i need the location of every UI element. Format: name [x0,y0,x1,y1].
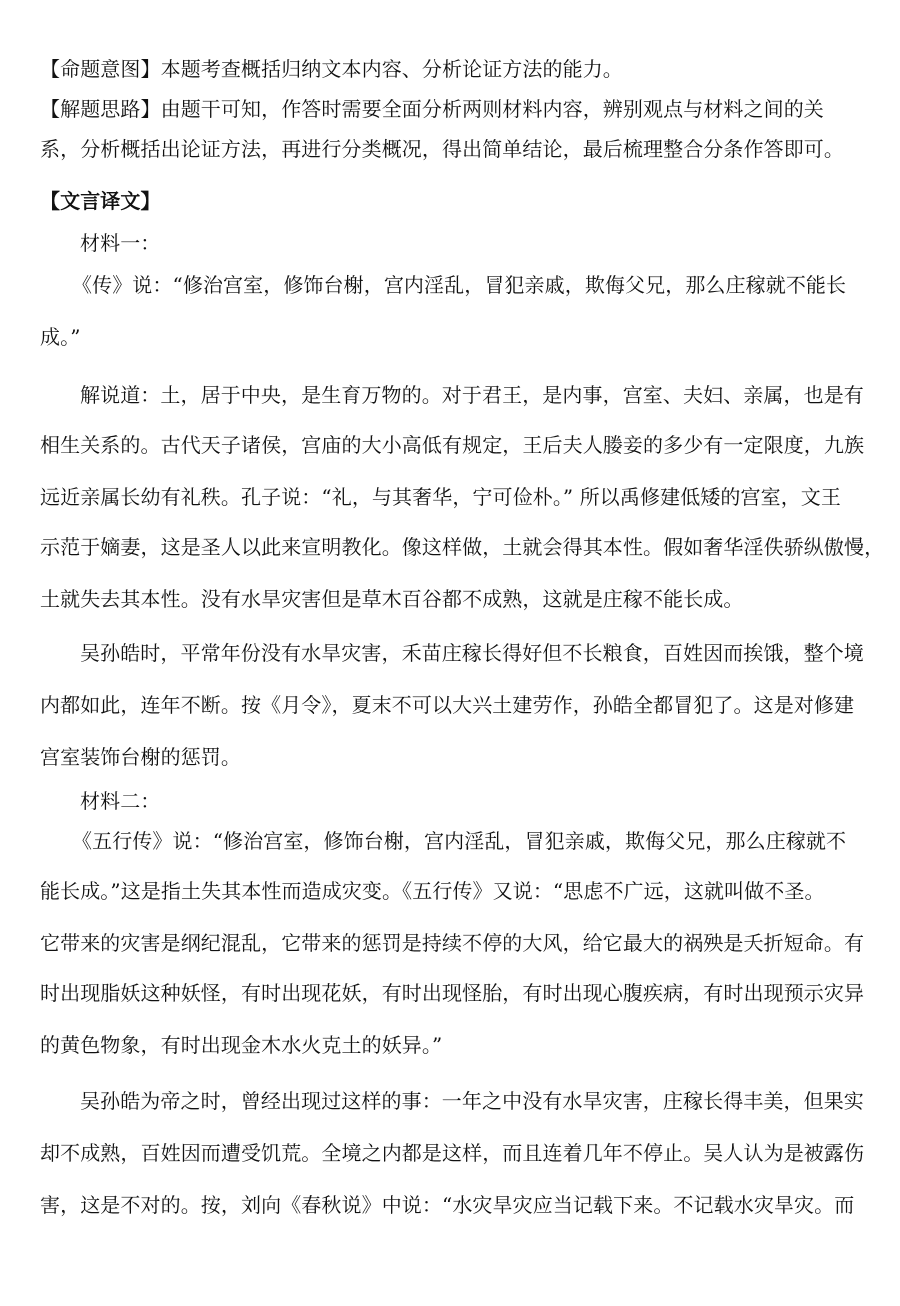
material1-para1-line-4: 示范于嫡妻，这是圣人以此来宣明教化。像这样做，土就会得其本性。假如奢华淫佚骄纵傲慢， [40,535,885,559]
material2-quote-line-5: 的黄色物象，有时出现金木水火克土的妖异。” [40,1033,443,1057]
material1-para2-line-2: 内都如此，连年不断。按《月令》，夏末不可以大兴土建劳作，孙皓全都冒犯了。这是对修建 [40,693,855,717]
material2-para1-line-3: 害，这是不对的。按，刘向《春秋说》中说：“水灾旱灾应当记载下来。不记载水灾旱灾。而 [40,1193,855,1217]
approach-line-2 [40,134,866,164]
intent-line [40,54,866,84]
material1-para1-line-2: 相生关系的。古代天子诸侯，宫庙的大小高低有规定，王后夫人媵妾的多少有一定限度，九族 [40,433,865,457]
material2-para1-line-1: 吴孙皓为帝之时，曾经出现过这样的事：一年之中没有水旱灾害，庄稼长得丰美，但果实 [80,1089,864,1113]
material1-quote-line-2: 成。” [40,325,81,349]
material1-para1-line-3: 远近亲属长幼有礼秩。孔子说：“礼，与其奢华，宁可俭朴。” 所以禹修建低矮的宫室，文王 [40,485,842,509]
material2-para1-line-2: 却不成熟，百姓因而遭受饥荒。全境之内都是这样，而且连着几年不停止。吴人认为是被露伤 [40,1141,865,1165]
translation-heading: 【文言译文】 [40,189,161,213]
material2-title: 材料二： [80,789,161,813]
material1-title: 材料一： [80,231,161,255]
material2-quote-line-3: 它带来的灾害是纲纪混乱，它带来的惩罚是持续不停的大风，给它最大的祸殃是夭折短命。有 [40,931,865,955]
approach-text-1: 由题干可知，作答时需要全面分析两则材料内容，辨别观点与材料之间的关 [160,97,824,121]
material2-quote-line-4: 时出现脂妖这种妖怪，有时出现花妖，有时出现怪胎，有时出现心腹疾病，有时出现预示灾异 [40,981,865,1005]
material1-para1-line-5: 土就失去其本性。没有水旱灾害但是草木百谷都不成熟，这就是庄稼不能长成。 [40,587,744,611]
intent-label: 【命题意图】 [40,57,161,81]
material1-para2-line-1: 吴孙皓时，平常年份没有水旱灾害，禾苗庄稼长得好但不长粮食，百姓因而挨饿，整个境 [80,641,864,665]
material1-quote-line-1: 《传》说：“修治宫室，修饰台榭，宫内淫乱，冒犯亲戚，欺侮父兄，那么庄稼就不能长 [72,273,847,297]
approach-label: 【解题思路】 [40,97,161,121]
approach-line-1 [40,94,866,124]
material1-para1-line-1: 解说道：土，居于中央，是生育万物的。对于君王，是内事，宫室、夫妇、亲属，也是有 [80,383,864,407]
material1-para2-line-3: 宫室装饰台榭的惩罚。 [40,745,241,769]
intent-text: 本题考查概括归纳文本内容、分析论证方法的能力。 [160,57,623,81]
material2-quote-line-1: 《五行传》说：“修治宫室，修饰台榭，宫内淫乱，冒犯亲戚，欺侮父兄，那么庄稼就不 [72,829,847,853]
material2-quote-line-2: 能长成。”这是指土失其本性而造成灾变。《五行传》又说：“思虑不广远，这就叫做不圣。 [40,879,825,903]
approach-text-2: 系，分析概括出论证方法，再进行分类概况，得出简单结论，最后梳理整合分条作答即可。 [40,137,844,161]
